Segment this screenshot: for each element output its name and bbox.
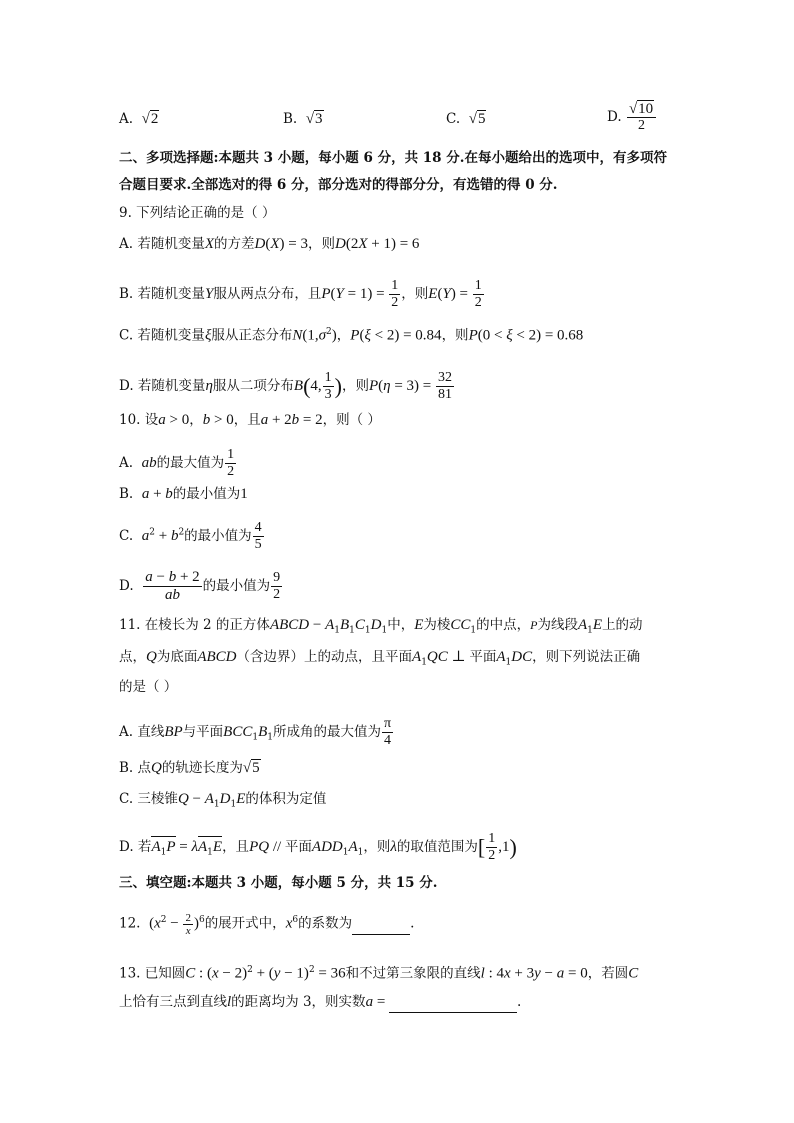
q13-text: 上恰有三点到直线 bbox=[119, 994, 227, 1010]
q10-b-text: 的最小值为 bbox=[172, 486, 241, 502]
q8-option-c bbox=[446, 111, 486, 128]
q13-text: 的距离均为 3，则实数 bbox=[231, 994, 366, 1010]
q11-option-c: C. 三棱锥$Q - A_1D_1E$的体积为定值 bbox=[119, 791, 327, 810]
q9-c-end: ，则 bbox=[441, 327, 469, 344]
q11-text: 为底面 bbox=[156, 649, 198, 665]
q12-text: . bbox=[410, 915, 415, 932]
q11-text: 中， bbox=[387, 617, 415, 633]
q11-text: ，且 bbox=[222, 839, 250, 855]
q9-option-c: C. 若随机变量ξ服从正态分布$N(1,\sigma^2)$，P(ξ < 2) = 0.84，则P(0 < ξ < 2) = 0.68 bbox=[119, 327, 584, 344]
q11-text: 的轨迹长度为 bbox=[161, 760, 243, 776]
q9-b-mid: 服从两点分布，且 bbox=[213, 286, 322, 302]
option-label: B. bbox=[119, 486, 134, 502]
q11-text: D. 若 bbox=[119, 839, 152, 855]
q11-text: 的体积为定值 bbox=[245, 791, 327, 807]
option-label: D. bbox=[119, 578, 134, 594]
q13-line1: 13. 已知圆C : $(x - 2)^2 + (y - 1)^2 = 36$和不过第三象限的直线l : 4x + 3y − a = 0，若圆C bbox=[119, 965, 639, 982]
section2-heading-line1: 二、多项选择题:本题共 3 小题，每小题 6 分，共 18 分.在每小题给出的选项中，有多项符 bbox=[119, 150, 667, 166]
denominator: 2 bbox=[638, 118, 646, 133]
q11-text: 上的动 bbox=[602, 617, 643, 633]
q10-d-text: 的最小值为 bbox=[202, 578, 271, 594]
q11-option-b: B. 点Q的轨迹长度为√5 bbox=[119, 760, 260, 776]
q8-option-b bbox=[283, 111, 324, 128]
q11-line3: 的是（ ） bbox=[119, 679, 178, 695]
option-label: A. bbox=[119, 111, 134, 127]
q11-line1: 11. 在棱长为 2 的正方体ABCD − $A_1B_1C_1D_1$中，E为棱$CC_1$的中点，P为线段$A_1E$上的动 bbox=[119, 617, 643, 636]
option-label: C. bbox=[446, 111, 461, 127]
option-label: D. bbox=[607, 109, 622, 125]
q11-text: 点， bbox=[119, 649, 146, 665]
q12-text: 12. bbox=[119, 915, 141, 932]
q8-option-d bbox=[607, 101, 657, 134]
q10-a-text: 的最大值为 bbox=[156, 455, 225, 471]
q11-text: ，则 bbox=[363, 839, 391, 855]
q9-a-mid: 的方差 bbox=[214, 236, 255, 252]
q11-line2: 点，Q为底面ABCD（含边界）上的动点，且平面$A_1QC$ ⊥ 平面$A_1DC$，则下列说法正确 bbox=[119, 649, 641, 668]
q11-text: ，则下列说法正确 bbox=[532, 649, 641, 665]
q13-text: . bbox=[517, 994, 522, 1010]
q9-d-mid: 服从二项分布 bbox=[212, 378, 294, 394]
q13-line2: 上恰有三点到直线l的距离均为 3，则实数a = . bbox=[119, 992, 521, 1013]
q12-text: 的展开式中， bbox=[204, 915, 286, 932]
q12-text: 的系数为 bbox=[298, 915, 353, 932]
radicand: 10 bbox=[638, 101, 654, 117]
q9-c-text: C. 若随机变量 bbox=[119, 327, 205, 344]
q11-text: （含边界）上的动点，且平面 bbox=[236, 649, 413, 665]
q9-option-b: B. 若随机变量Y服从两点分布，且P(Y = 1) = $\frac{1}{2}$ ，则E(Y) = $\frac{1}{2}$ bbox=[119, 278, 482, 310]
q11-text: 11. 在棱长为 2 的正方体 bbox=[119, 617, 270, 633]
q13-text: 13. 已知圆 bbox=[119, 965, 186, 982]
q9-a-end: ，则 bbox=[308, 236, 335, 252]
q10-option-b: B. a + b的最小值为1 bbox=[119, 486, 248, 502]
q10-option-d: D. $\frac{a - b + 2}{ab}$ 的最小值为 $\frac{9}{2}$ bbox=[119, 569, 281, 603]
q11-text: 的中点， bbox=[476, 617, 531, 633]
section2-heading-line2: 合题目要求.全部选对的得 6 分，部分选对的得部分分，有选错的得 0 分. bbox=[119, 177, 558, 193]
q10-option-a: A. ab的最大值为 $\frac{1}{2}$ bbox=[119, 447, 235, 479]
sqrt-expression: √2 bbox=[141, 111, 159, 127]
answer-blank[interactable] bbox=[389, 992, 517, 1013]
q11-text: 平面 bbox=[469, 649, 497, 665]
q11-text: 的取值范围为 bbox=[396, 839, 478, 855]
q11-text: A. 直线 bbox=[119, 724, 165, 740]
q10-stem: 10. 设a > 0，b > 0，且a + 2b = 2，则（ ） bbox=[119, 412, 381, 428]
q9-b-text: B. 若随机变量 bbox=[119, 286, 206, 302]
fraction: $\frac{√10}{2}$ bbox=[627, 101, 656, 134]
q9-d-end: ，则 bbox=[341, 378, 369, 394]
radicand: 2 bbox=[150, 111, 159, 127]
q9-c-mid: 服从正态分布 bbox=[211, 327, 293, 344]
q8-option-a bbox=[119, 111, 159, 128]
q13-text: 和不过第三象限的直线 bbox=[345, 965, 481, 982]
q10-option-c: C. $a^2 + b^2$的最小值为 $\frac{4}{5}$ bbox=[119, 520, 262, 552]
q9-d-text: D. 若随机变量 bbox=[119, 378, 206, 394]
option-label: B. bbox=[283, 111, 298, 127]
q11-option-d: D. 若$A_1P = \lambda A_1E$，且PQ // 平面$ADD_1A_1$，则λ的取值范围为[ $\frac{1}{2}$ ,1) bbox=[119, 831, 517, 863]
q12-stem: 12. ($x^2$ − $\frac{2}{x}$ )$^6$的展开式中，$x^6$的系数为 . bbox=[119, 911, 415, 937]
q11-text: C. 三棱锥 bbox=[119, 791, 178, 807]
q11-text: 为棱 bbox=[423, 617, 451, 633]
q11-text: 为线段 bbox=[537, 617, 578, 633]
q9-option-a: A. 若随机变量X的方差D(X) = 3，则D(2X + 1) = 6 bbox=[119, 236, 420, 252]
q9-option-d: D. 若随机变量η服从二项分布B(4, $\frac{1}{3}$ )，则P(η = 3) = $\frac{32}{81}$ bbox=[119, 370, 453, 402]
q10-stem-pre: 10. 设 bbox=[119, 412, 159, 428]
q11-text: 所成角的最大值为 bbox=[273, 724, 381, 740]
q10-c-text: 的最小值为 bbox=[184, 528, 252, 544]
sqrt-expression: √5 bbox=[468, 111, 486, 127]
q9-stem: 9. 下列结论正确的是（ ） bbox=[119, 205, 276, 221]
option-label: C. bbox=[119, 528, 134, 544]
option-label: A. bbox=[119, 455, 134, 471]
radicand: 3 bbox=[315, 111, 323, 127]
q11-option-a: A. 直线BP与平面$BCC_1B_1$所成角的最大值为 $\frac{\pi}{4}$ bbox=[119, 716, 392, 748]
q11-text: B. 点 bbox=[119, 760, 152, 776]
q10-stem-end: ，则（ ） bbox=[322, 412, 381, 428]
answer-blank[interactable] bbox=[352, 914, 410, 935]
q11-text: 与平面 bbox=[182, 724, 224, 740]
q9-a-text: A. 若随机变量 bbox=[119, 236, 205, 252]
q9-b-end: ，则 bbox=[401, 286, 429, 302]
sqrt-expression: √3 bbox=[305, 111, 323, 127]
radicand: 5 bbox=[477, 111, 486, 127]
q11-text: 平面 bbox=[284, 839, 312, 855]
section3-heading: 三、填空题:本题共 3 小题，每小题 5 分，共 15 分. bbox=[119, 875, 438, 891]
q13-text: ，若圆 bbox=[587, 965, 629, 982]
